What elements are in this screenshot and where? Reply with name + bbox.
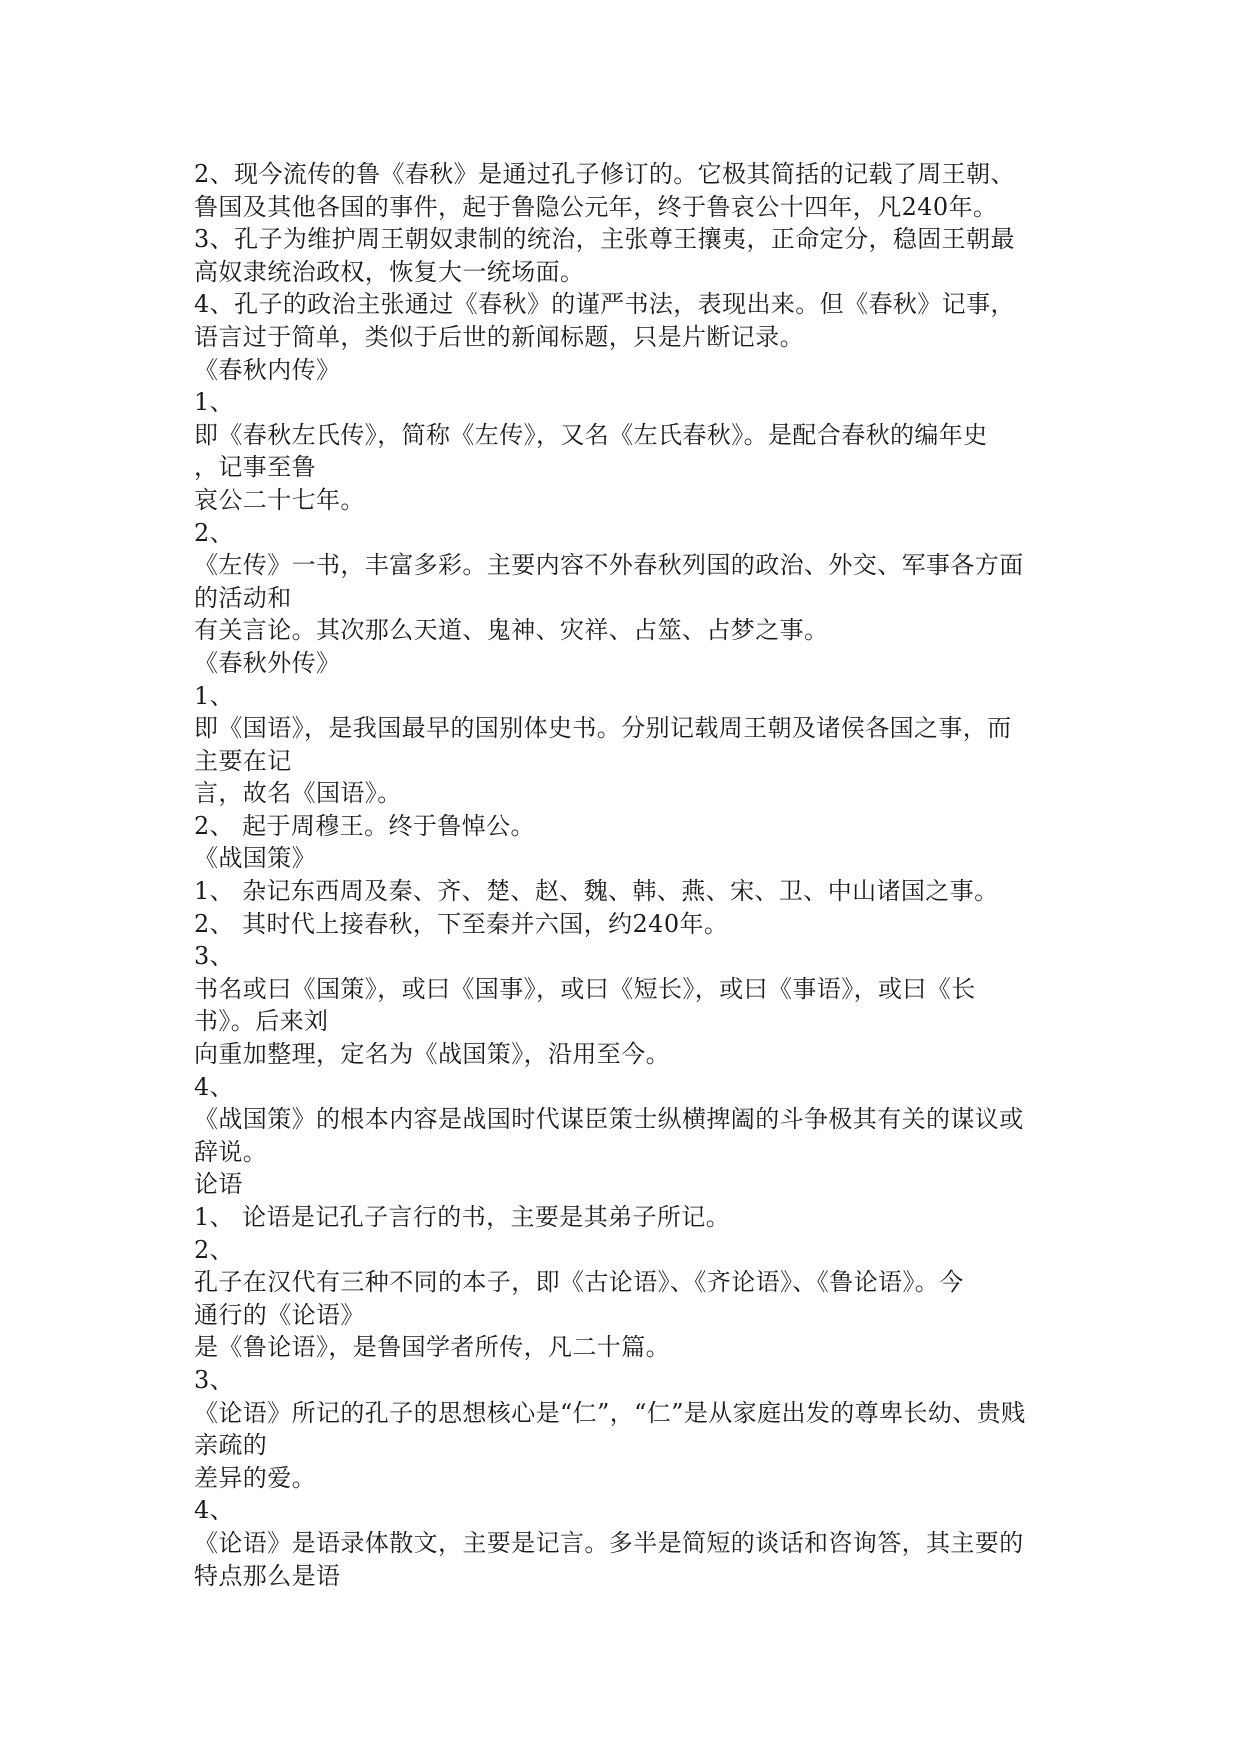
text-line: 4、 bbox=[194, 1072, 235, 1101]
section-heading: 《战国策》 bbox=[194, 844, 316, 873]
text-line: 哀公二十七年。 bbox=[194, 485, 365, 514]
text-line: 有关言论。其次那么天道、鬼神、灾祥、占筮、占梦之事。 bbox=[194, 616, 829, 645]
text-line: ，记事至鲁 bbox=[194, 453, 316, 482]
text-line: 差异的爱。 bbox=[194, 1463, 316, 1492]
text-line: 书名或曰《国策》，或曰《国事》，或曰《短长》，或曰《事语》，或曰《长 bbox=[194, 974, 976, 1003]
text-line: 言，故名《国语》。 bbox=[194, 779, 402, 808]
text-line: 即《国语》，是我国最早的国别体史书。分别记载周王朝及诸侯各国之事，而 bbox=[194, 714, 1012, 743]
text-line: 《论语》所记的孔子的思想核心是“仁”，“仁”是从家庭出发的尊卑长幼、贵贱 bbox=[194, 1398, 1026, 1427]
text-line: 主要在记 bbox=[194, 746, 292, 775]
text-line: 通行的《论语》 bbox=[194, 1300, 365, 1329]
text-line: 3、 bbox=[194, 942, 235, 971]
text-line: 的活动和 bbox=[194, 583, 292, 612]
text-line: 书》。后来刘 bbox=[194, 1007, 329, 1036]
text-line: 3、 bbox=[194, 1365, 235, 1394]
text-line: 孔子在汉代有三种不同的本子，即《古论语》、《齐论语》、《鲁论语》。今 bbox=[194, 1268, 964, 1297]
section-heading: 《春秋外传》 bbox=[194, 648, 341, 677]
text-line: 语言过于简单，类似于后世的新闻标题，只是片断记录。 bbox=[194, 322, 804, 351]
text-line: 2、 起于周穆王。终于鲁悼公。 bbox=[194, 811, 535, 840]
text-line: 是《鲁论语》，是鲁国学者所传，凡二十篇。 bbox=[194, 1333, 670, 1362]
text-line: 即《春秋左氏传》，简称《左传》，又名《左氏春秋》。是配合春秋的编年史 bbox=[194, 420, 988, 449]
section-heading: 论语 bbox=[194, 1170, 243, 1199]
text-line: 《战国策》的根本内容是战国时代谋臣策士纵横捭阖的斗争极其有关的谋议或 bbox=[194, 1105, 1024, 1134]
text-line: 特点那么是语 bbox=[194, 1561, 341, 1590]
text-line: 1、 bbox=[194, 388, 235, 417]
text-line: 2、 其时代上接春秋，下至秦并六国，约240年。 bbox=[194, 909, 729, 938]
text-line: 4、孔子的政治主张通过《春秋》的谨严书法，表现出来。但《春秋》记事， bbox=[194, 290, 1015, 319]
text-line: 1、 杂记东西周及秦、齐、楚、赵、魏、韩、燕、宋、卫、中山诸国之事。 bbox=[194, 877, 999, 906]
text-line: 亲疏的 bbox=[194, 1431, 268, 1460]
text-line: 向重加整理，定名为《战国策》，沿用至今。 bbox=[194, 1040, 670, 1069]
text-line: 1、 bbox=[194, 681, 235, 710]
text-line: 鲁国及其他各国的事件，起于鲁隐公元年，终于鲁哀公十四年，凡240年。 bbox=[194, 192, 998, 221]
text-line: 辞说。 bbox=[194, 1137, 268, 1166]
text-line: 4、 bbox=[194, 1496, 235, 1525]
text-line: 3、孔子为维护周王朝奴隶制的统治，主张尊王攘夷，正命定分，稳固王朝最 bbox=[194, 225, 1015, 254]
text-line: 1、 论语是记孔子言行的书，主要是其弟子所记。 bbox=[194, 1203, 731, 1231]
text-line: 《左传》一书，丰富多彩。主要内容不外春秋列国的政治、外交、军事各方面 bbox=[194, 551, 1024, 580]
document-body bbox=[194, 158, 1054, 1592]
section-heading: 《春秋内传》 bbox=[194, 355, 341, 384]
text-line: 高奴隶统治政权，恢复大一统场面。 bbox=[194, 257, 585, 286]
text-line: 2、 bbox=[194, 1235, 235, 1264]
text-line: 2、现今流传的鲁《春秋》是通过孔子修订的。它极其简括的记载了周王朝、 bbox=[194, 160, 1015, 188]
text-line: 2、 bbox=[194, 518, 235, 547]
text-line: 《论语》是语录体散文，主要是记言。多半是简短的谈话和咨询答，其主要的 bbox=[194, 1528, 1024, 1557]
